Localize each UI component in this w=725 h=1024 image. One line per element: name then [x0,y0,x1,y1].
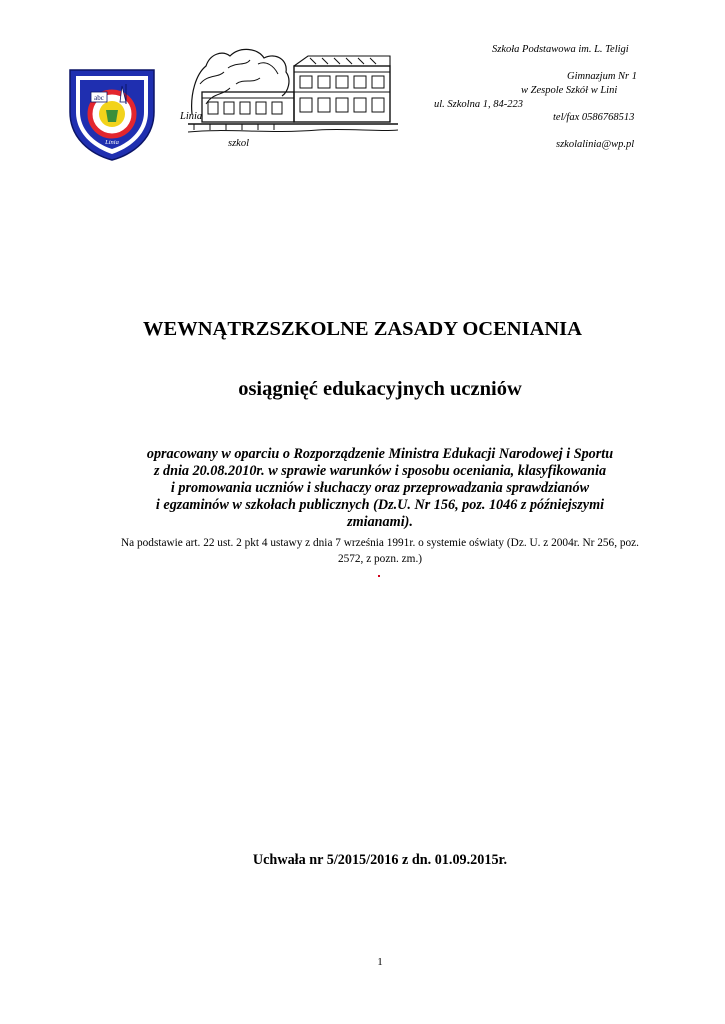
school-name: Szkoła Podstawowa im. L. Teligi [492,44,629,55]
document-subtitle: osiągnięć edukacyjnych uczniów [238,378,522,400]
school-complex: w Zespole Szkół w Lini [521,85,618,96]
red-mark [378,575,380,577]
basis-line: i egzaminów w szkołach publicznych (Dz.U. Nr 156, poz. 1046 z późniejszymi [155,497,605,513]
basis-line: i promowania uczniów i słuchaczy oraz przeprowadzania sprawdzianów [170,480,590,496]
gymnasium-name: Gimnazjum Nr 1 [567,71,638,82]
legal-basis-line: Na podstawie art. 22 ust. 2 pkt 4 ustawy z dnia 7 września 1991r. o systemie oświaty (Dz. U. z 2004r. Nr 256, poz. [121,537,639,549]
crest-text-top: abc [94,94,104,102]
document-title: WEWNĄTRZSZKOLNE ZASADY OCENIANIA [143,318,582,340]
school-building-sketch [188,44,398,136]
page-number: 1 [377,956,383,968]
basis-line: z dnia 20.08.2010r. w sprawie warunków i sposobu oceniania, klasyfikowania [153,463,607,479]
resolution-line: Uchwała nr 5/2015/2016 z dn. 01.09.2015r. [252,852,508,868]
school-address: ul. Szkolna 1, 84-223 [434,99,523,110]
basis-line: opracowany w oparciu o Rozporządzenie Ministra Edukacji Narodowej i Sportu [146,446,614,462]
school-crest-icon [66,66,158,162]
crest-text-bottom: Linia [105,139,119,146]
legal-basis-line: 2572, z pozn. zm.) [337,553,423,565]
school-email: szkolalinia@wp.pl [556,139,635,150]
town-fragment: Linia [180,111,203,122]
basis-line: zmianami). [347,514,413,530]
web-fragment: szkol [228,138,249,149]
school-phone: tel/fax 0586768513 [553,112,635,123]
